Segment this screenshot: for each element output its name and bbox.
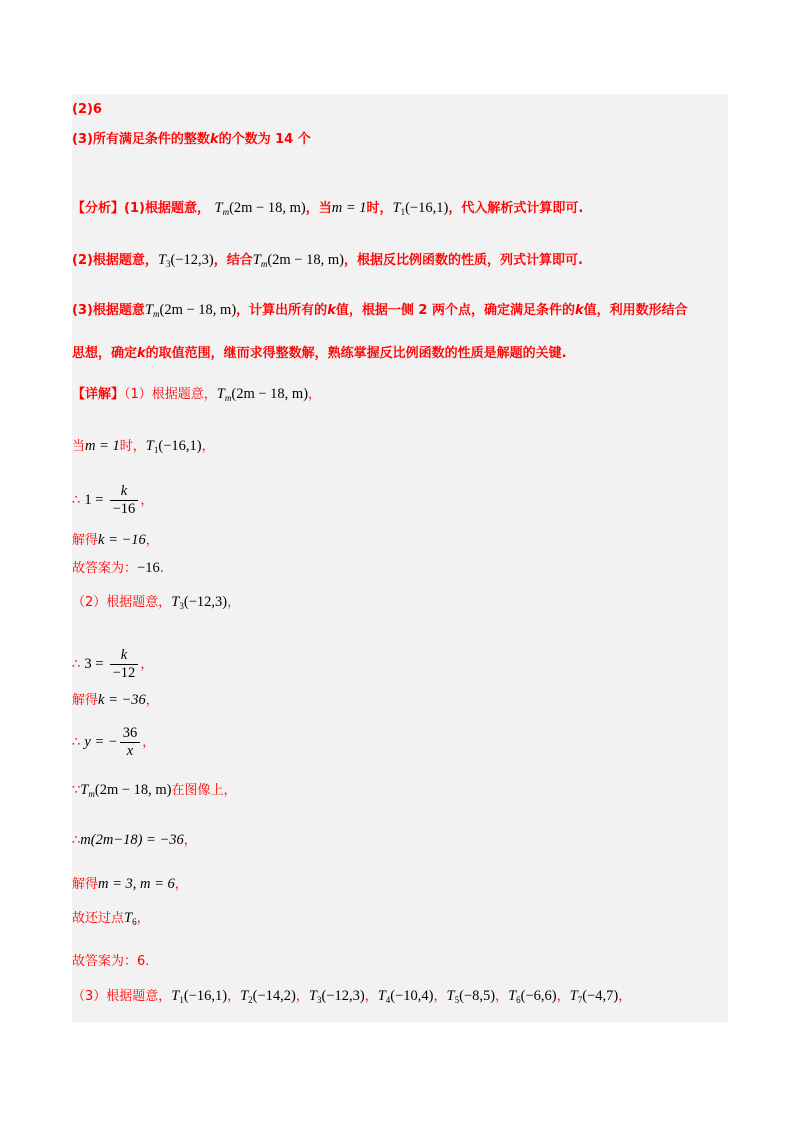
fraction-k-over-neg16: $\frac{k}{-16}$ [110,484,139,517]
point-t2: $T_2(-14,2)$ [240,988,296,1005]
formula-t3: $T_3(-12,3)$ [171,594,228,611]
point-t4: $T_4(-10,4)$ [377,988,434,1005]
detail-solve-m: 解得m = 3, m = 6， [72,876,188,892]
formula-tm: $T_m(2m - 18$, m) [252,252,344,269]
fraction-36-over-x: $\frac{36}{x}$ [120,726,141,759]
formula-t6: $T_6$ [124,910,137,927]
point-t6: $T_6(-6,6)$ [508,988,557,1005]
detail-solve-1: 解得k = −16， [72,532,159,548]
detail-line-2: （2）根据题意，$T_3(-12,3)$， [72,594,241,611]
point-t3: $T_3(-12,3)$ [308,988,365,1005]
detail-solve-2: 解得k = −36， [72,692,159,708]
points-list [171,989,631,1004]
formula-t3: $T_3(-12,3)$ [157,252,214,269]
formula-tm: $T_m(2m - 18$, m) [214,200,306,217]
separator: ， [227,989,241,1004]
formula-tm: $T_m(2m - 18$, m) [144,302,237,319]
detail-function: ∴ y = − $\frac{36}{x}$ ， [72,725,156,759]
detail-line-3: （3）根据题意，$T_1(-16,1)$，$T_2(-14,2)$，$T_3(-12,3)$，$T_4(-10,4)$，$T_5(-8,5)$，$T_6(-6,6)$，$T_7(-4,7)$， [72,988,632,1005]
answer-2: (2)6 [72,102,102,117]
detail-eq-2: ∴ 3 = $\frac{k}{-12}$ ， [72,647,154,681]
detail-when-m-1: 当m = 1时，$T_1(-16,1)$， [72,438,215,455]
point-t7: $T_7(-4,7)$ [569,988,619,1005]
analysis-line-4: 思想，确定k的取值范围，继而求得整数解，熟练掌握反比例函数的性质是解题的关键. [72,346,567,361]
separator: ， [295,989,309,1004]
detail-answer-1: 故答案为：−16. [72,560,164,576]
separator: ， [618,989,632,1004]
separator: ， [556,989,570,1004]
detail-on-graph: $\because T_m(2m - 18$, m)在图像上， [72,782,237,799]
point-t1: $T_1(-16,1)$ [171,988,228,1005]
formula-tm: $T_m(2m - 18$, m) [80,782,172,799]
fraction-k-over-neg12: $\frac{k}{-12}$ [110,648,139,681]
point-t5: $T_5(-8,5)$ [446,988,496,1005]
separator: ， [433,989,447,1004]
formula-m-eq-1: m = 1 [331,200,367,216]
detail-passes-t6: 故还过点$T_6$， [72,910,150,927]
detail-answer-2: 故答案为：6. [72,954,150,969]
detail-line-1: 【详解】（1）根据题意，$T_m(2m - 18$, m)， [72,386,322,403]
analysis-line-2: (2)根据题意，$T_3(-12,3)$，结合$T_m(2m - 18$, m)，根据反比例函数的性质，列式计算即可. [72,252,583,269]
separator: ， [364,989,378,1004]
analysis-line-3: (3)根据题意$T_m(2m - 18$, m)，计算出所有的k值，根据一侧 2 两个点，确定满足条件的k值，利用数形结合 [72,302,688,319]
answer-3: (3)所有满足条件的整数k的个数为 14 个 [72,132,311,147]
analysis-line-1: 【分析】(1)根据题意， $T_m(2m - 18$, m)，当m = 1时，$T_1(-16,1)$，代入解析式计算即可. [72,200,584,217]
detail-eq-1: ∴ 1 = $\frac{k}{-16}$ ， [72,483,154,517]
detail-eq-m: ∴m(2m−18) = −36， [72,832,197,848]
separator: ， [495,989,509,1004]
formula-t1: $T_1(-16,1)$ [145,438,202,455]
formula-tm: $T_m(2m - 18$, m) [216,386,309,403]
formula-t1: $T_1(-16,1)$ [392,200,449,217]
